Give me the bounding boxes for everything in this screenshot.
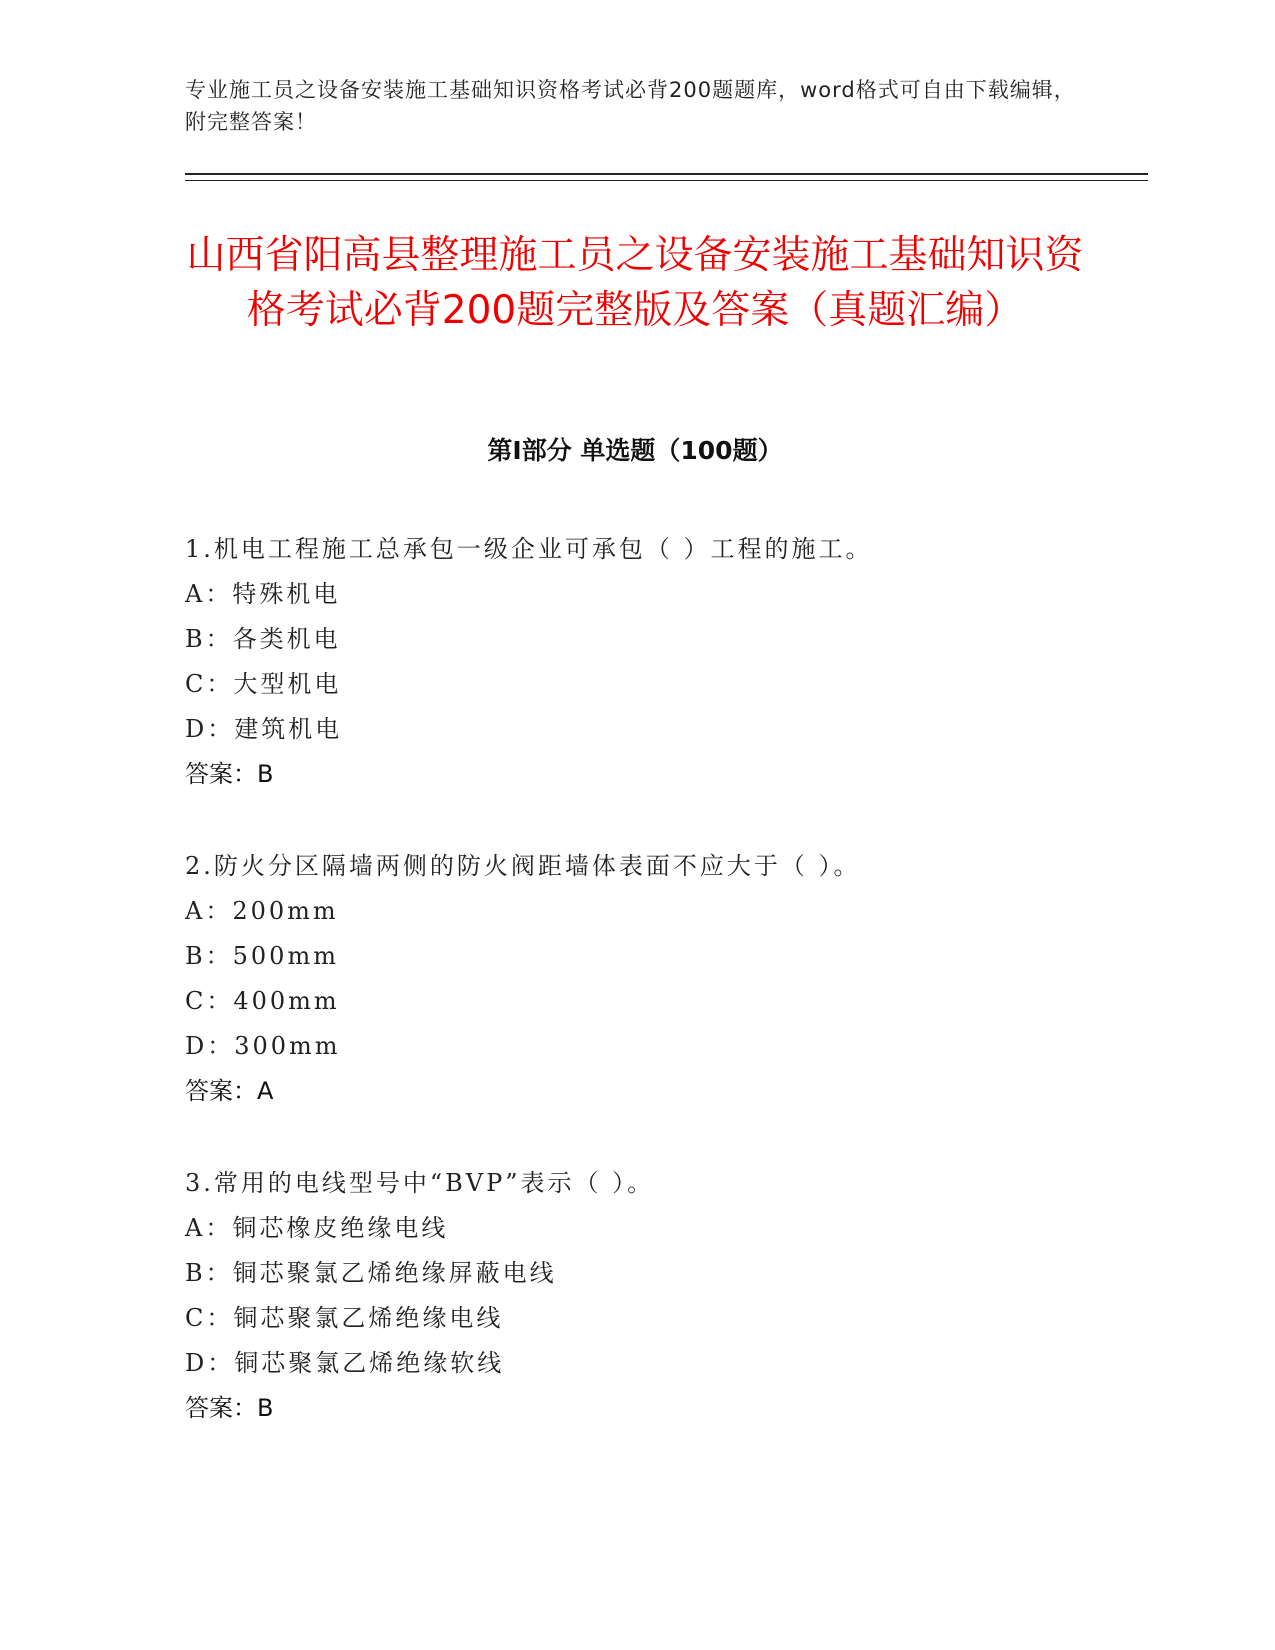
answer: 答案：A: [185, 1077, 274, 1105]
section-title: 第Ⅰ部分 单选题（100题）: [487, 436, 783, 465]
option-b: B：各类机电: [185, 625, 341, 653]
option-a: A：200mm: [185, 897, 339, 925]
question-1: [185, 527, 1135, 797]
answer: 答案：B: [185, 760, 274, 788]
answer: 答案：B: [185, 1394, 274, 1422]
option-d: D：300mm: [185, 1032, 341, 1060]
question-stem: 3.常用的电线型号中“BVP”表示（ ）。: [185, 1169, 655, 1197]
question-stem: 2.防火分区隔墙两侧的防火阀距墙体表面不应大于（ ）。: [185, 852, 861, 880]
document-title: 山西省阳高县整理施工员之设备安装施工基础知识资格考试必背200题完整版及答案（真题汇编）: [186, 233, 1084, 333]
option-c: C：400mm: [185, 987, 340, 1015]
question-2: [185, 844, 1135, 1114]
question-stem: 1.机电工程施工总承包一级企业可承包（ ）工程的施工。: [185, 535, 873, 563]
option-a: A：铜芯橡皮绝缘电线: [185, 1214, 449, 1242]
option-a: A：特殊机电: [185, 580, 341, 608]
header-rule-thin: [185, 180, 1148, 181]
header-note: 专业施工员之设备安装施工基础知识资格考试必背200题题库，word格式可自由下载编辑，附完整答案！: [185, 78, 1076, 134]
option-b: B：500mm: [185, 942, 339, 970]
option-c: C：大型机电: [185, 670, 342, 698]
question-3: [185, 1161, 1135, 1431]
option-d: D：建筑机电: [185, 715, 343, 743]
option-b: B：铜芯聚氯乙烯绝缘屏蔽电线: [185, 1259, 557, 1287]
header-rule-thick: [185, 173, 1148, 175]
option-c: C：铜芯聚氯乙烯绝缘电线: [185, 1304, 504, 1332]
option-d: D：铜芯聚氯乙烯绝缘软线: [185, 1349, 505, 1377]
